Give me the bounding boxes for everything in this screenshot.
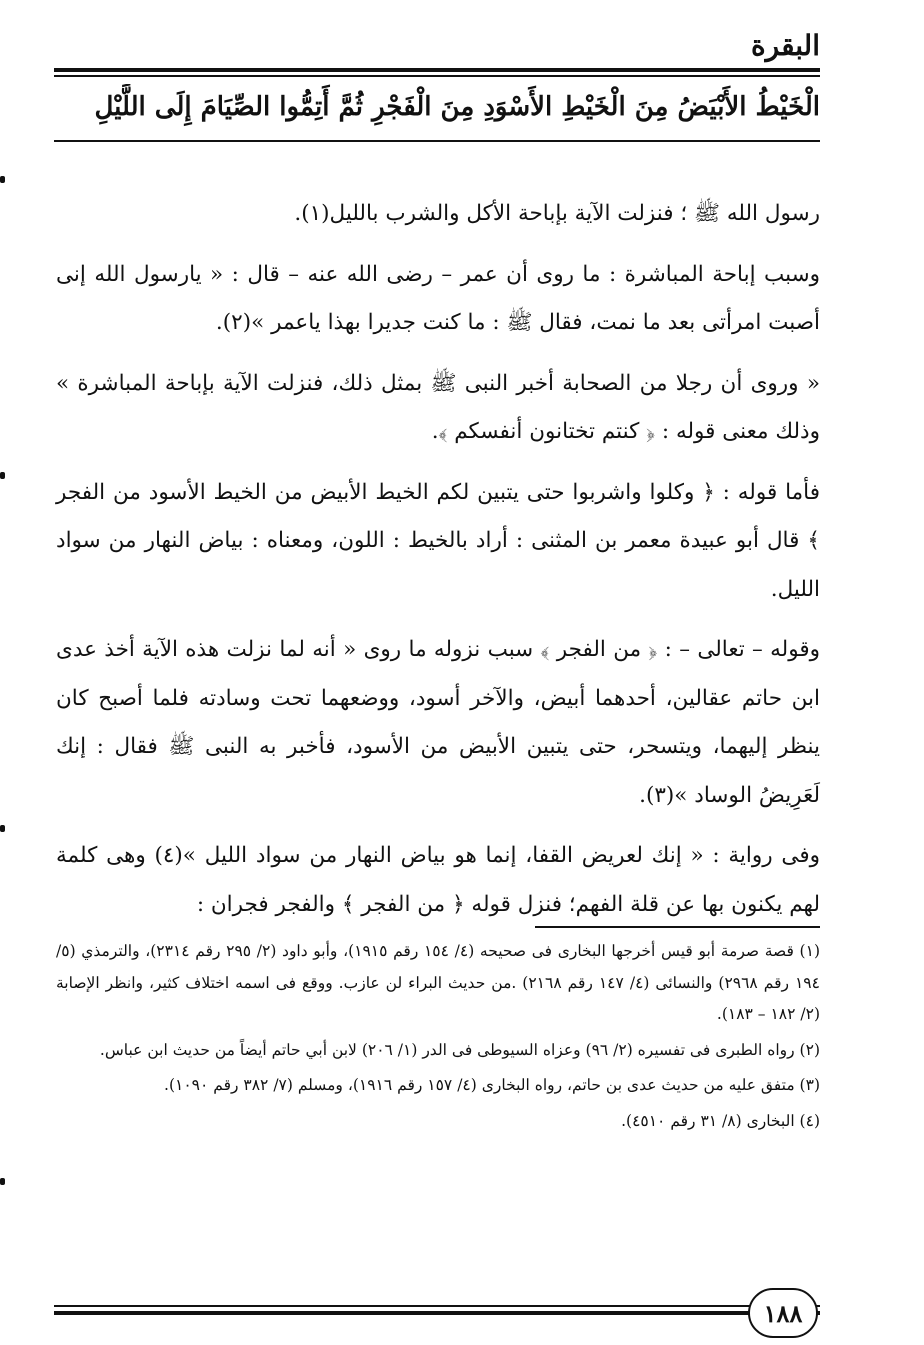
paragraph: وفى رواية : « إنك لعريض القفا، إنما هو بياض النهار من سواد الليل »(٤) وهى كلمة لهم يكنون بها عن قلة الفهم؛ فنزل قوله ﴿ من الفجر ﴾ والفجر فجران : [56,843,820,917]
verse-rule [54,140,820,142]
header-rule-bottom [54,75,820,77]
footer-rule-bottom [54,1311,820,1315]
footnote: (١) قصة صرمة أبو قيس أخرجها البخارى فى صحيحه (٤/ ١٥٤ رقم ١٩١٥)، وأبو داود (٢/ ٢٩٥ رقم ٢٣١٤)، والترمذي (٥/ ١٩٤ رقم ٢٩٦٨) والنسائى (٤/ ١٤٧ رقم ٢١٦٨) .من حديث البراء لن عازب. ووقع فى اسمه اختلاف كثير، وانظر الإصابة (٢/ ١٨٢ – ١٨٣). [56,942,820,1023]
header-rule-top [54,68,820,72]
margin-mark [0,1178,5,1185]
quran-verse-heading: الْخَيْطُ الأَبْيَضُ مِنَ الْخَيْطِ الأَسْوَدِ مِنَ الْفَجْرِ ثُمَّ أَتِمُّوا الصِّيَامَ إِلَى اللَّيْلِ [94,92,820,122]
margin-mark [0,176,5,183]
page-number-badge [748,1288,818,1338]
body-text [56,190,820,941]
paragraph: رسول الله ﷺ ؛ فنزلت الآية بإباحة الأكل والشرب بالليل(١). [294,201,820,226]
margin-mark [0,825,5,832]
footnote-separator [535,926,820,928]
footnote: (٢) رواه الطبرى فى تفسيره (٢/ ٩٦) وعزاه السيوطى فى الدر (١/ ٢٠٦) لابن أبي حاتم أيضاً من حديث ابن عباس. [99,1040,820,1059]
page-number: ١٨٨ [763,1298,803,1328]
footnote: (٤) البخارى (٨/ ٣١ رقم ٤٥١٠). [621,1111,820,1130]
surah-title: البقرة [750,29,820,62]
margin-mark [0,472,5,479]
paragraph: وقوله – تعالى – : ﴿ من الفجر ﴾ سبب نزوله ما روى « أنه لما نزلت هذه الآية أخذ عدى ابن حاتم عقالين، أحدهما أبيض، والآخر أسود، ووضعهما تحت وسادته فلما أصبح كان ينظر إليهما، ويتسحر، حتى يتبين الأبيض من الأسود، فأخبر به النبى ﷺ فقال : إنك لَعَرِيضُ الوساد »(٣). [56,637,820,808]
paragraph: فأما قوله : ﴿ وكلوا واشربوا حتى يتبين لكم الخيط الأبيض من الخيط الأسود من الفجر ﴾ قال أبو عبيدة معمر بن المثنى : أراد بالخيط : اللون، ومعناه : بياض النهار من سواد الليل. [56,479,820,602]
footer-rule-top [54,1305,820,1307]
paragraph: « وروى أن رجلا من الصحابة أخبر النبى ﷺ بمثل ذلك، فنزلت الآية بإباحة المباشرة » وذلك معنى قوله : ﴿ كنتم تختانون أنفسكم ﴾. [56,370,820,444]
paragraph: وسبب إباحة المباشرة : ما روى أن عمر – رضى الله عنه – قال : « يارسول الله إنى أصبت امرأتى بعد ما نمت، فقال ﷺ : ما كنت جديرا بهذا ياعمر »(٢). [56,261,820,335]
footnote: (٣) متفق عليه من حديث عدى بن حاتم، رواه البخارى (٤/ ١٥٧ رقم ١٩١٦)، ومسلم (٧/ ٣٨٢ رقم ١٠٩٠). [164,1076,820,1094]
footnotes [56,936,820,1141]
